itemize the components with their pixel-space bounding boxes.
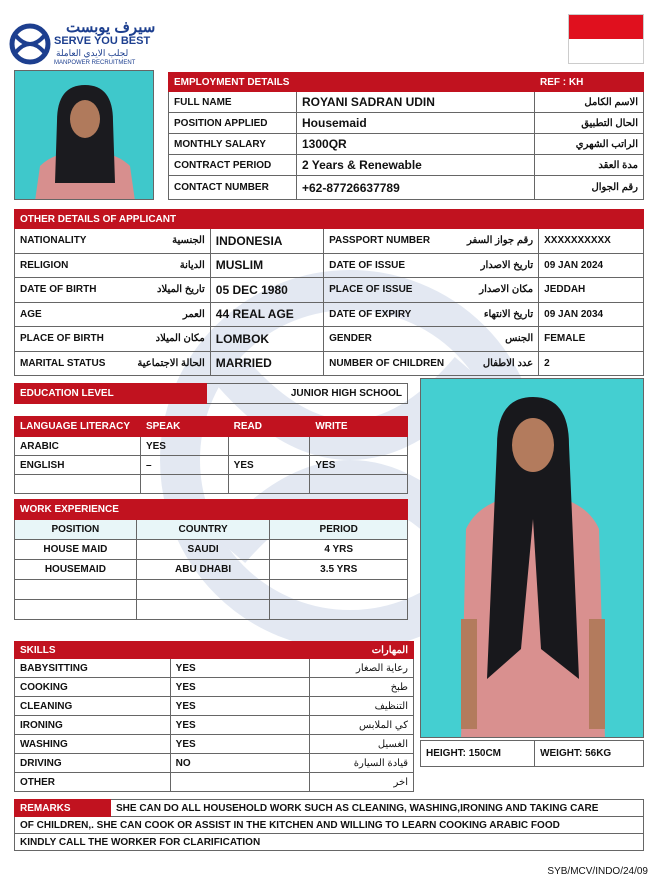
other-details-title-right [324,210,644,229]
applicant-photo-large [420,378,644,738]
detail-label: RELIGION [15,253,114,278]
skill-row [15,735,414,754]
company-logo [8,18,168,68]
detail-label-arabic: مكان الميلاد [114,327,210,352]
detail-value: INDONESIA [210,229,323,254]
work-cell: SAUDI [136,540,270,560]
other-details-row [15,302,644,327]
skill-name-arabic: التنظيف [310,697,414,716]
work-cell: HOUSEMAID [15,560,137,580]
other-details-row [15,327,644,352]
work-cell: ABU DHABI [136,560,270,580]
language-row [15,475,408,494]
footer-code: SYB/MCV/INDO/24/09 [547,866,648,877]
skill-name: IRONING [15,716,171,735]
detail-label-right-arabic: تاريخ الانتهاء [449,302,539,327]
detail-label-right: DATE OF EXPIRY [324,302,450,327]
language-cell [310,475,408,494]
skill-name: DRIVING [15,754,171,773]
language-cell: ARABIC [15,437,141,456]
detail-label-right: PLACE OF ISSUE [324,278,450,303]
work-header: PERIOD [270,520,408,540]
work-cell [136,600,270,620]
language-header: SPEAK [140,417,228,437]
employment-row [169,113,644,134]
detail-label-right: NUMBER OF CHILDREN [324,351,450,376]
logo-sub-arabic: لجلب الايدي العاملة [56,48,129,58]
employment-label: FULL NAME [169,92,297,113]
language-table [14,416,408,494]
language-header: LANGUAGE LITERACY [15,417,141,437]
language-cell: YES [140,437,228,456]
remarks-line3: KINDLY CALL THE WORKER FOR CLARIFICATION [15,834,644,851]
language-cell: YES [228,456,310,475]
detail-label: DATE OF BIRTH [15,278,114,303]
detail-label-right: GENDER [324,327,450,352]
skill-value [170,773,310,792]
height-value: HEIGHT: 150CM [421,741,535,767]
detail-value: 05 DEC 1980 [210,278,323,303]
employment-label: CONTACT NUMBER [169,176,297,200]
education-value: JUNIOR HIGH SCHOOL [207,384,408,404]
skill-name-arabic: قيادة السيارة [310,754,414,773]
detail-value-right: 09 JAN 2024 [539,253,644,278]
other-details-title: OTHER DETAILS OF APPLICANT [15,210,324,229]
employment-row [169,92,644,113]
detail-label-right-arabic: الجنس [449,327,539,352]
work-experience-table [14,499,408,620]
ref-label: REF : KH [535,73,644,92]
language-cell: YES [310,456,408,475]
detail-label-right: DATE OF ISSUE [324,253,450,278]
detail-label-right: PASSPORT NUMBER [324,229,450,254]
employment-label-arabic: رقم الجوال [535,176,644,200]
detail-value: 44 REAL AGE [210,302,323,327]
remarks-table [14,799,644,851]
detail-value-right: JEDDAH [539,278,644,303]
skill-row [15,659,414,678]
employment-label-arabic: مدة العقد [535,155,644,176]
logo-emblem-icon [8,22,52,66]
language-cell [228,437,310,456]
skill-value: YES [170,697,310,716]
work-cell: 3.5 YRS [270,560,408,580]
language-cell [15,475,141,494]
other-details-table [14,209,644,376]
remarks-line1: SHE CAN DO ALL HOUSEHOLD WORK SUCH AS CLEANING, WASHING,IRONING AND TAKING CARE [111,800,644,817]
employment-row [169,155,644,176]
work-row [15,600,408,620]
detail-label: AGE [15,302,114,327]
skill-row [15,773,414,792]
language-cell: ENGLISH [15,456,141,475]
skill-name-arabic: رعاية الصغار [310,659,414,678]
work-cell [15,600,137,620]
skills-title: SKILLS [15,642,310,659]
employment-label-arabic: الاسم الكامل [535,92,644,113]
skill-value: YES [170,735,310,754]
detail-label-right-arabic: مكان الاصدار [449,278,539,303]
other-details-row [15,278,644,303]
detail-label: MARITAL STATUS [15,351,114,376]
skill-row [15,678,414,697]
language-cell [310,437,408,456]
detail-value: MUSLIM [210,253,323,278]
work-header: POSITION [15,520,137,540]
person-portrait-icon [15,71,154,200]
detail-value: MARRIED [210,351,323,376]
employment-row [169,176,644,200]
detail-value-right: 09 JAN 2034 [539,302,644,327]
detail-label-arabic: تاريخ الميلاد [114,278,210,303]
work-row [15,540,408,560]
skill-name: WASHING [15,735,171,754]
other-details-row [15,351,644,376]
employment-value: ROYANI SADRAN UDIN [297,92,535,113]
employment-label: CONTRACT PERIOD [169,155,297,176]
logo-english: SERVE YOU BEST [54,35,151,47]
language-row [15,437,408,456]
other-details-row [15,229,644,254]
work-cell [15,580,137,600]
detail-label-right-arabic: عدد الاطفال [449,351,539,376]
skill-value: YES [170,716,310,735]
employment-value: Housemaid [297,113,535,134]
applicant-photo-small [14,70,154,200]
skills-table [14,641,414,792]
work-cell: 4 YRS [270,540,408,560]
skill-name-arabic: طبخ [310,678,414,697]
employment-label: POSITION APPLIED [169,113,297,134]
detail-value-right: XXXXXXXXXX [539,229,644,254]
education-label: EDUCATION LEVEL [15,384,207,404]
skill-name: COOKING [15,678,171,697]
language-row [15,456,408,475]
language-cell [228,475,310,494]
skill-name: CLEANING [15,697,171,716]
skill-value: YES [170,659,310,678]
language-header: WRITE [310,417,408,437]
work-header: COUNTRY [136,520,270,540]
employment-label-arabic: الحال التطبيق [535,113,644,134]
skill-name-arabic: كي الملابس [310,716,414,735]
detail-value-right: FEMALE [539,327,644,352]
remarks-label: REMARKS [15,800,111,817]
detail-value-right: 2 [539,351,644,376]
employment-label: MONTHLY SALARY [169,134,297,155]
skill-row [15,754,414,773]
detail-label-right-arabic: تاريخ الاصدار [449,253,539,278]
skill-value: NO [170,754,310,773]
skill-row [15,697,414,716]
detail-label-arabic: الحالة الاجتماعية [114,351,210,376]
logo-sub-english: MANPOWER RECRUITMENT [54,60,136,66]
skill-value: YES [170,678,310,697]
work-cell [136,580,270,600]
skill-name: OTHER [15,773,171,792]
detail-label-arabic: الديانة [114,253,210,278]
language-header: READ [228,417,310,437]
detail-label-arabic: الجنسية [114,229,210,254]
logo-arabic: سيرف يوبست [66,19,156,36]
skill-row [15,716,414,735]
employment-label-arabic: الراتب الشهري [535,134,644,155]
employment-value: 1300QR [297,134,535,155]
employment-row [169,134,644,155]
weight-value: WEIGHT: 56KG [535,741,644,767]
employment-value: +62-87726637789 [297,176,535,200]
detail-label: NATIONALITY [15,229,114,254]
work-row [15,580,408,600]
detail-value: LOMBOK [210,327,323,352]
language-cell: – [140,456,228,475]
work-row [15,560,408,580]
employment-value: 2 Years & Renewable [297,155,535,176]
skill-name-arabic: اخر [310,773,414,792]
work-cell [270,600,408,620]
measurements-table [420,740,644,767]
person-full-icon [421,379,644,738]
work-cell [270,580,408,600]
work-cell: HOUSE MAID [15,540,137,560]
detail-label: PLACE OF BIRTH [15,327,114,352]
employment-title: EMPLOYMENT DETAILS [169,73,535,92]
remarks-line2: OF CHILDREN,. SHE CAN COOK OR ASSIST IN THE KITCHEN AND WILLING TO LEARN COOKING ARABIC FOOD [15,817,644,834]
detail-label-arabic: العمر [114,302,210,327]
skill-name: BABYSITTING [15,659,171,678]
language-cell [140,475,228,494]
skills-title-arabic: المهارات [310,642,414,659]
detail-label-right-arabic: رقم جواز السفر [449,229,539,254]
indonesia-flag [568,14,644,64]
employment-details-table [168,72,644,200]
other-details-row [15,253,644,278]
education-table [14,383,408,404]
skill-name-arabic: الغسيل [310,735,414,754]
work-experience-title: WORK EXPERIENCE [15,500,408,520]
